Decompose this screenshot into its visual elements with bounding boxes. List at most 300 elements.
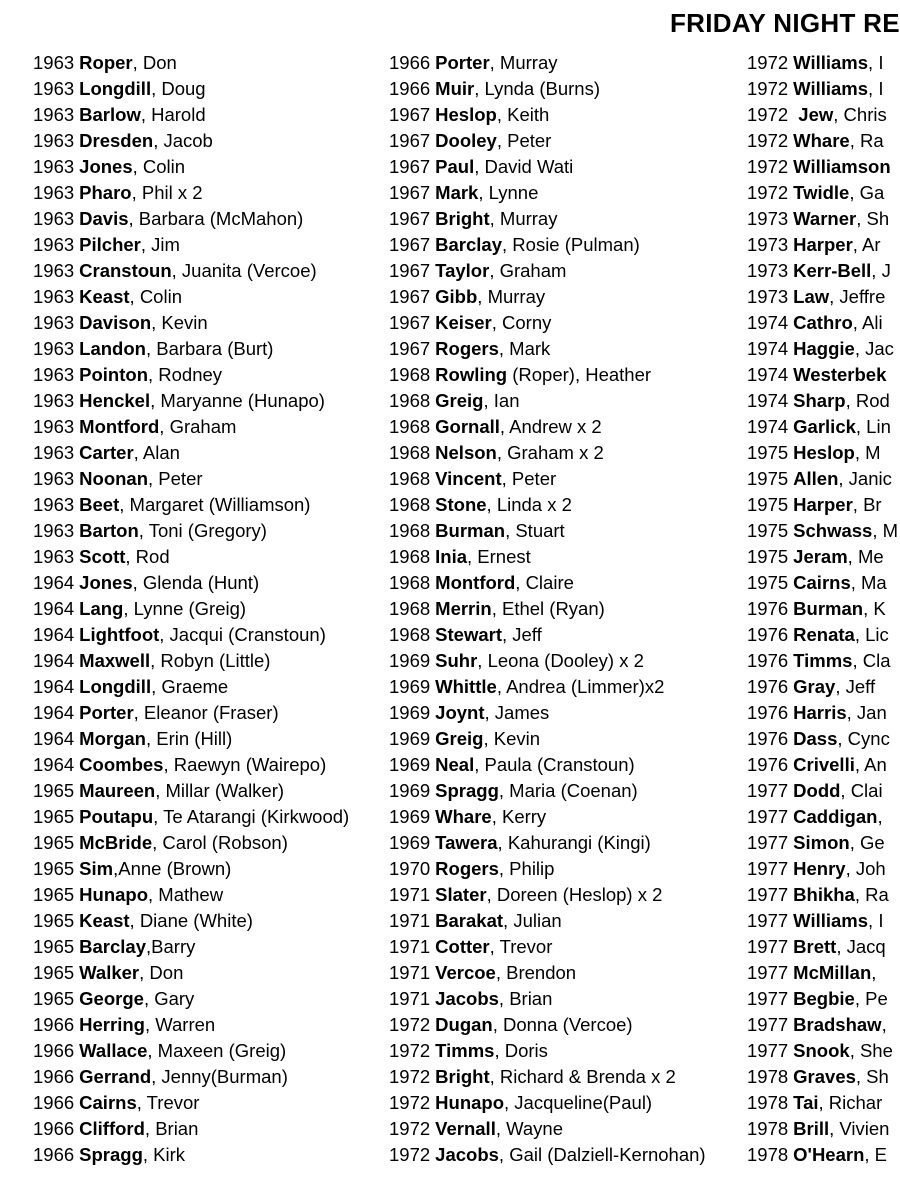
surname: Jew xyxy=(793,104,834,125)
year: 1978 xyxy=(747,1092,789,1113)
year: 1974 xyxy=(747,416,789,437)
year: 1963 xyxy=(33,520,75,541)
given-names: , Wayne xyxy=(495,1118,564,1139)
year: 1977 xyxy=(747,780,789,801)
given-names: , Ali xyxy=(852,312,883,333)
surname: Pointon xyxy=(79,364,148,385)
given-names: , Rod xyxy=(845,390,890,411)
list-item xyxy=(389,466,706,492)
year: 1963 xyxy=(33,416,75,437)
list-item xyxy=(389,1064,706,1090)
surname: Warner xyxy=(793,208,857,229)
surname: Jones xyxy=(79,156,133,177)
given-names: , Ge xyxy=(849,832,885,853)
surname: Pharo xyxy=(79,182,132,203)
year: 1969 xyxy=(389,702,431,723)
list-item xyxy=(389,284,706,310)
list-item xyxy=(747,180,898,206)
year: 1965 xyxy=(33,962,75,983)
given-names: , Jacq xyxy=(836,936,886,957)
year: 1963 xyxy=(33,390,75,411)
year: 1969 xyxy=(389,806,431,827)
given-names: , I xyxy=(868,78,884,99)
surname: Taylor xyxy=(435,260,490,281)
list-item xyxy=(747,76,898,102)
surname: Wallace xyxy=(79,1040,148,1061)
list-item xyxy=(747,648,898,674)
given-names: , Raewyn (Wairepo) xyxy=(163,754,327,775)
list-item xyxy=(389,882,706,908)
surname: Jacobs xyxy=(435,988,499,1009)
list-item xyxy=(389,570,706,596)
list-item xyxy=(389,856,706,882)
given-names: , She xyxy=(849,1040,893,1061)
surname: Inia xyxy=(435,546,468,567)
year: 1968 xyxy=(389,494,431,515)
year: 1966 xyxy=(33,1118,75,1139)
given-names: , Millar (Walker) xyxy=(155,780,285,801)
given-names: , Te Atarangi (Kirkwood) xyxy=(153,806,350,827)
year: 1969 xyxy=(389,650,431,671)
surname: Nelson xyxy=(435,442,497,463)
surname: Burman xyxy=(793,598,864,619)
year: 1965 xyxy=(33,780,75,801)
list-item xyxy=(747,1038,898,1064)
list-item xyxy=(33,882,349,908)
list-item xyxy=(33,388,349,414)
surname: Scott xyxy=(79,546,126,567)
year: 1963 xyxy=(33,546,75,567)
year: 1977 xyxy=(747,858,789,879)
list-item xyxy=(389,518,706,544)
surname: Whittle xyxy=(435,676,497,697)
year: 1968 xyxy=(389,520,431,541)
surname: Bright xyxy=(435,208,490,229)
surname: Caddigan xyxy=(793,806,878,827)
list-item xyxy=(747,154,898,180)
given-names: , Phil x 2 xyxy=(131,182,203,203)
year: 1963 xyxy=(33,260,75,281)
surname: Hunapo xyxy=(435,1092,505,1113)
surname: Williams xyxy=(793,52,869,73)
list-item xyxy=(389,440,706,466)
year: 1967 xyxy=(389,234,431,255)
given-names: , Janic xyxy=(838,468,892,489)
surname: Keast xyxy=(79,910,130,931)
given-names: , Murray xyxy=(477,286,546,307)
given-names: , Ian xyxy=(483,390,520,411)
list-item xyxy=(389,804,706,830)
list-item xyxy=(747,336,898,362)
given-names: , Lynne (Greig) xyxy=(123,598,247,619)
year: 1970 xyxy=(389,858,431,879)
list-item xyxy=(747,570,898,596)
list-item xyxy=(389,622,706,648)
list-item xyxy=(747,1090,898,1116)
list-item xyxy=(389,934,706,960)
given-names: , Doris xyxy=(494,1040,548,1061)
given-names: , Kevin xyxy=(483,728,541,749)
year: 1974 xyxy=(747,338,789,359)
given-names: , I xyxy=(868,910,884,931)
given-names: , Barbara (McMahon) xyxy=(128,208,304,229)
surname: Stewart xyxy=(435,624,502,645)
year: 1972 xyxy=(747,182,789,203)
year: 1972 xyxy=(747,104,789,125)
list-item xyxy=(33,830,349,856)
given-names: , Clai xyxy=(840,780,883,801)
list-item xyxy=(33,362,349,388)
given-names: , Barbara (Burt) xyxy=(145,338,274,359)
given-names: , Leona (Dooley) x 2 xyxy=(477,650,644,671)
list-item xyxy=(33,570,349,596)
list-item xyxy=(33,856,349,882)
list-item xyxy=(747,934,898,960)
given-names: , Colin xyxy=(132,156,186,177)
surname: Sharp xyxy=(793,390,846,411)
given-names: , Eleanor (Fraser) xyxy=(133,702,279,723)
surname: Sim xyxy=(79,858,114,879)
given-names: , M xyxy=(854,442,881,463)
given-names: , Juanita (Vercoe) xyxy=(171,260,317,281)
surname: Hunapo xyxy=(79,884,149,905)
given-names: , Graham x 2 xyxy=(496,442,604,463)
given-names: , Keith xyxy=(496,104,550,125)
year: 1964 xyxy=(33,650,75,671)
year: 1972 xyxy=(747,130,789,151)
list-item xyxy=(747,466,898,492)
year: 1968 xyxy=(389,546,431,567)
surname: Law xyxy=(793,286,830,307)
given-names: , Peter xyxy=(501,468,557,489)
list-item xyxy=(389,544,706,570)
surname: Mark xyxy=(435,182,479,203)
list-item xyxy=(33,310,349,336)
year: 1964 xyxy=(33,702,75,723)
list-item xyxy=(747,102,898,128)
list-item xyxy=(747,960,898,986)
given-names: , Kevin xyxy=(151,312,208,333)
list-item xyxy=(747,1064,898,1090)
given-names: , Rodney xyxy=(148,364,223,385)
year: 1965 xyxy=(33,884,75,905)
year: 1972 xyxy=(747,78,789,99)
surname: Merrin xyxy=(435,598,492,619)
surname: Barton xyxy=(79,520,139,541)
year: 1966 xyxy=(33,1092,75,1113)
list-item xyxy=(33,752,349,778)
given-names: , Maria (Coenan) xyxy=(498,780,638,801)
list-item xyxy=(747,128,898,154)
given-names: , Jan xyxy=(846,702,887,723)
surname: Spragg xyxy=(435,780,499,801)
given-names: , Donna (Vercoe) xyxy=(492,1014,633,1035)
list-item xyxy=(33,1116,349,1142)
year: 1971 xyxy=(389,884,431,905)
surname: Cotter xyxy=(435,936,490,957)
surname: Barclay xyxy=(435,234,503,255)
surname: Longdill xyxy=(79,78,152,99)
list-item xyxy=(747,726,898,752)
given-names: , Chris xyxy=(833,104,887,125)
year: 1977 xyxy=(747,806,789,827)
list-item xyxy=(389,362,706,388)
given-names: , Robyn (Little) xyxy=(150,650,271,671)
list-item xyxy=(389,336,706,362)
list-item xyxy=(33,726,349,752)
surname: Williams xyxy=(793,78,869,99)
list-item xyxy=(389,908,706,934)
given-names: , Jeff xyxy=(501,624,542,645)
list-item xyxy=(389,778,706,804)
list-item xyxy=(33,154,349,180)
surname: Barlow xyxy=(79,104,141,125)
given-names: , Linda x 2 xyxy=(486,494,572,515)
surname: Crivelli xyxy=(793,754,855,775)
given-names: , Ma xyxy=(850,572,887,593)
surname: Whare xyxy=(435,806,492,827)
list-item xyxy=(33,336,349,362)
surname: Brill xyxy=(793,1118,830,1139)
surname: Cairns xyxy=(793,572,851,593)
surname: Noonan xyxy=(79,468,149,489)
surname: Henry xyxy=(793,858,846,879)
year: 1963 xyxy=(33,52,75,73)
year: 1972 xyxy=(389,1040,431,1061)
year: 1967 xyxy=(389,312,431,333)
list-item xyxy=(389,50,706,76)
surname: Slater xyxy=(435,884,487,905)
surname: Gerrand xyxy=(79,1066,152,1087)
year: 1964 xyxy=(33,572,75,593)
year: 1967 xyxy=(389,208,431,229)
year: 1967 xyxy=(389,130,431,151)
surname: Tawera xyxy=(435,832,498,853)
surname: Dugan xyxy=(435,1014,493,1035)
year: 1965 xyxy=(33,936,75,957)
surname: Landon xyxy=(79,338,146,359)
list-item xyxy=(747,206,898,232)
year: 1977 xyxy=(747,910,789,931)
surname: Muir xyxy=(435,78,475,99)
given-names: , Me xyxy=(847,546,884,567)
list-item xyxy=(747,752,898,778)
given-names: , Graeme xyxy=(151,676,229,697)
year: 1967 xyxy=(389,104,431,125)
list-item xyxy=(389,674,706,700)
given-names: , Don xyxy=(132,52,177,73)
year: 1973 xyxy=(747,234,789,255)
surname: Walker xyxy=(79,962,140,983)
surname: Joynt xyxy=(435,702,485,723)
year: 1963 xyxy=(33,208,75,229)
given-names: , Kirk xyxy=(142,1144,186,1165)
year: 1977 xyxy=(747,1040,789,1061)
surname: Begbie xyxy=(793,988,855,1009)
given-names: , Warren xyxy=(144,1014,216,1035)
surname: Lang xyxy=(79,598,124,619)
given-names: , Maxeen (Greig) xyxy=(147,1040,287,1061)
year: 1966 xyxy=(389,52,431,73)
given-names: , Joh xyxy=(845,858,886,879)
page-title: FRIDAY NIGHT RE xyxy=(670,8,900,38)
year: 1976 xyxy=(747,598,789,619)
list-item xyxy=(747,232,898,258)
year: 1967 xyxy=(389,286,431,307)
surname: Longdill xyxy=(79,676,152,697)
given-names: , Philip xyxy=(498,858,555,879)
year: 1974 xyxy=(747,364,789,385)
list-item xyxy=(33,440,349,466)
year: 1976 xyxy=(747,728,789,749)
list-item xyxy=(389,310,706,336)
given-names: , Ra xyxy=(854,884,889,905)
given-names: , Graham xyxy=(159,416,237,437)
year: 1972 xyxy=(747,156,789,177)
list-item xyxy=(33,414,349,440)
surname: Williams xyxy=(793,910,869,931)
surname: Jones xyxy=(79,572,133,593)
given-names: , Doreen (Heslop) x 2 xyxy=(486,884,663,905)
list-item xyxy=(747,1116,898,1142)
surname: Poutapu xyxy=(79,806,154,827)
given-names: , Ra xyxy=(849,130,884,151)
year: 1974 xyxy=(747,390,789,411)
year: 1972 xyxy=(747,52,789,73)
given-names: , Murray xyxy=(489,52,558,73)
surname: Morgan xyxy=(79,728,146,749)
year: 1967 xyxy=(389,338,431,359)
list-item xyxy=(33,1012,349,1038)
year: 1966 xyxy=(33,1144,75,1165)
year: 1971 xyxy=(389,962,431,983)
year: 1965 xyxy=(33,988,75,1009)
given-names: , Ar xyxy=(852,234,881,255)
given-names: , Paula (Cranstoun) xyxy=(474,754,635,775)
given-names: , K xyxy=(863,598,886,619)
year: 1976 xyxy=(747,754,789,775)
given-names: , Richar xyxy=(818,1092,883,1113)
surname: Jeram xyxy=(793,546,848,567)
surname: Renata xyxy=(793,624,855,645)
list-item xyxy=(389,1038,706,1064)
surname: McMillan xyxy=(793,962,872,983)
given-names: , Jeff xyxy=(835,676,876,697)
given-names: , Ernest xyxy=(467,546,531,567)
year: 1972 xyxy=(389,1092,431,1113)
year: 1963 xyxy=(33,286,75,307)
surname: Simon xyxy=(793,832,850,853)
list-item xyxy=(389,154,706,180)
year: 1969 xyxy=(389,676,431,697)
given-names: , Sh xyxy=(856,208,890,229)
surname: Coombes xyxy=(79,754,164,775)
year: 1969 xyxy=(389,754,431,775)
list-item xyxy=(33,492,349,518)
given-names: , Trevor xyxy=(136,1092,200,1113)
surname: Heslop xyxy=(435,104,497,125)
list-item xyxy=(747,362,898,388)
surname: Schwass xyxy=(793,520,873,541)
year: 1968 xyxy=(389,572,431,593)
year: 1965 xyxy=(33,806,75,827)
list-item xyxy=(389,128,706,154)
surname: Brett xyxy=(793,936,837,957)
surname: Twidle xyxy=(793,182,850,203)
year: 1963 xyxy=(33,156,75,177)
year: 1963 xyxy=(33,468,75,489)
given-names: , Pe xyxy=(854,988,888,1009)
year: 1964 xyxy=(33,676,75,697)
year: 1975 xyxy=(747,520,789,541)
list-item xyxy=(747,1142,898,1168)
year: 1965 xyxy=(33,910,75,931)
year: 1975 xyxy=(747,468,789,489)
given-names: ,Barry xyxy=(146,936,196,957)
surname: Greig xyxy=(435,728,484,749)
given-names: , Maryanne (Hunapo) xyxy=(150,390,325,411)
given-names: , Sh xyxy=(855,1066,889,1087)
surname: Vincent xyxy=(435,468,502,489)
year: 1964 xyxy=(33,754,75,775)
list-item xyxy=(33,284,349,310)
surname: George xyxy=(79,988,144,1009)
list-item xyxy=(33,258,349,284)
year: 1968 xyxy=(389,442,431,463)
given-names: , Lynda (Burns) xyxy=(474,78,601,99)
surname: Lightfoot xyxy=(79,624,160,645)
list-item xyxy=(33,778,349,804)
given-names: , Lin xyxy=(855,416,891,437)
year: 1971 xyxy=(389,910,431,931)
given-names: , Kahurangi (Kingi) xyxy=(497,832,651,853)
given-names: , Lynne xyxy=(478,182,539,203)
given-names: , J xyxy=(871,260,891,281)
list-item xyxy=(389,180,706,206)
given-names: , Mathew xyxy=(148,884,224,905)
surname: Maxwell xyxy=(79,650,151,671)
given-names: , Gail (Dalziell-Kernohan) xyxy=(498,1144,706,1165)
year: 1976 xyxy=(747,624,789,645)
list-item xyxy=(33,804,349,830)
list-item xyxy=(33,648,349,674)
given-names: , Vivien xyxy=(829,1118,890,1139)
list-item xyxy=(33,622,349,648)
given-names: , Jac xyxy=(854,338,894,359)
list-item xyxy=(389,1012,706,1038)
given-names: , Murray xyxy=(489,208,558,229)
list-item xyxy=(33,960,349,986)
given-names: , Kerry xyxy=(491,806,547,827)
year: 1972 xyxy=(389,1066,431,1087)
year: 1963 xyxy=(33,338,75,359)
given-names: (Roper), Heather xyxy=(507,364,652,385)
surname: Harper xyxy=(793,494,853,515)
surname: Neal xyxy=(435,754,475,775)
year: 1978 xyxy=(747,1144,789,1165)
year: 1973 xyxy=(747,286,789,307)
given-names: , Brian xyxy=(144,1118,199,1139)
list-item xyxy=(389,986,706,1012)
surname: Rogers xyxy=(435,338,499,359)
year: 1964 xyxy=(33,598,75,619)
given-names: , Jim xyxy=(140,234,180,255)
given-names: , Jacob xyxy=(153,130,213,151)
list-item xyxy=(389,752,706,778)
list-item xyxy=(747,284,898,310)
list-item xyxy=(747,882,898,908)
year: 1971 xyxy=(389,936,431,957)
